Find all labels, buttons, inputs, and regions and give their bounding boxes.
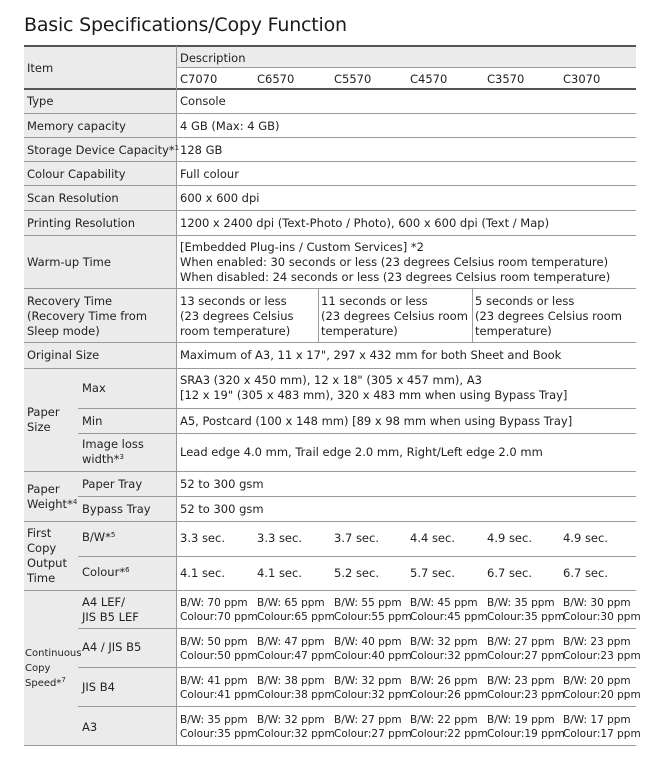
- row-value: 4 GB (Max: 4 GB): [180, 119, 280, 133]
- time-value: 6.7 sec.: [487, 566, 532, 580]
- time-value: 4.9 sec.: [563, 531, 608, 545]
- time-value: 4.1 sec.: [180, 566, 225, 580]
- row-rule: [24, 210, 636, 211]
- footnote-mark: 5: [110, 531, 116, 539]
- image-loss-label: width*: [82, 452, 120, 466]
- footnote-mark: 6: [125, 566, 130, 574]
- row-value: SRA3 (320 x 450 mm), 12 x 18" (305 x 457 mm), A3: [180, 373, 482, 387]
- sub-label: JIS B4: [82, 680, 115, 694]
- speed-colour-value: Colour:35 ppm: [180, 728, 258, 740]
- speed-bw-value: B/W: 23 ppm: [563, 636, 631, 648]
- row-label: Recovery Time: [27, 294, 113, 308]
- speed-bw-value: B/W: 70 ppm: [180, 597, 248, 609]
- speed-colour-value: Colour:47 ppm: [257, 650, 335, 662]
- row-value: 52 to 300 gsm: [180, 477, 264, 491]
- row-rule: [24, 590, 636, 591]
- speed-bw-value: B/W: 27 ppm: [334, 714, 402, 726]
- sub-label: Max: [82, 381, 106, 395]
- row-rule: [24, 521, 636, 522]
- warmup-line: When enabled: 30 seconds or less (23 degrees Celsius room temperature): [180, 255, 609, 269]
- time-value: 5.7 sec.: [410, 566, 455, 580]
- speed-colour-value: Colour:70 ppm: [180, 611, 258, 623]
- speed-colour-value: Colour:50 ppm: [180, 650, 258, 662]
- time-value: 5.2 sec.: [334, 566, 379, 580]
- row-rule: [24, 368, 636, 369]
- speed-colour-value: Colour:22 ppm: [410, 728, 488, 740]
- row-label: [27, 143, 179, 158]
- speed-bw-value: B/W: 32 ppm: [410, 636, 478, 648]
- speed-colour-value: Colour:41 ppm: [180, 689, 258, 701]
- speed-colour-value: Colour:23 ppm: [487, 689, 565, 701]
- header-bottom-rule: [24, 88, 636, 90]
- sub-label: JIS B5 LEF: [82, 610, 139, 624]
- speed-bw-value: B/W: 40 ppm: [334, 636, 402, 648]
- footnote-mark: 4: [72, 498, 78, 506]
- speed-label: Speed*: [25, 678, 62, 689]
- header-inner-rule: [176, 67, 636, 68]
- speed-colour-value: Colour:32 ppm: [410, 650, 488, 662]
- sub-label: [82, 530, 115, 545]
- speed-colour-value: Colour:30 ppm: [563, 611, 641, 623]
- row-label: Sleep mode): [27, 324, 100, 338]
- header-description: Description: [180, 51, 246, 65]
- row-value: Console: [180, 94, 226, 108]
- header-model: C7070: [180, 72, 218, 86]
- row-label: (Recovery Time from: [27, 309, 148, 323]
- sub-label: [82, 452, 124, 467]
- footnote-mark: 1: [174, 144, 180, 152]
- row-rule: [24, 113, 636, 114]
- row-rule: [78, 667, 636, 668]
- sub-label: [82, 565, 130, 580]
- warmup-line: When disabled: 24 seconds or less (23 degrees Celsius room temperature): [180, 270, 611, 284]
- speed-colour-value: Colour:55 ppm: [334, 611, 412, 623]
- recovery-value: temperature): [475, 324, 552, 338]
- recovery-value: room temperature): [180, 324, 291, 338]
- row-rule: [78, 496, 636, 497]
- recovery-value: (23 degrees Celsius room: [475, 309, 622, 323]
- speed-colour-value: Colour:27 ppm: [487, 650, 565, 662]
- row-rule: [24, 235, 636, 236]
- footnote-mark: 3: [119, 453, 124, 461]
- speed-bw-value: B/W: 19 ppm: [487, 714, 555, 726]
- recovery-value: 5 seconds or less: [475, 294, 575, 308]
- page-title: Basic Specifications/Copy Function: [24, 14, 347, 36]
- speed-colour-value: Colour:27 ppm: [334, 728, 412, 740]
- row-value: Maximum of A3, 11 x 17", 297 x 432 mm for both Sheet and Book: [180, 348, 562, 362]
- speed-colour-value: Colour:19 ppm: [487, 728, 565, 740]
- time-value: 4.1 sec.: [257, 566, 302, 580]
- header-model: C6570: [257, 72, 295, 86]
- speed-colour-value: Colour:65 ppm: [257, 611, 335, 623]
- table-top-rule: [24, 45, 636, 47]
- row-label: Type: [27, 94, 54, 108]
- bw-label: B/W*: [82, 530, 111, 544]
- sub-label: A4 / JIS B5: [82, 640, 142, 654]
- speed-bw-value: B/W: 35 ppm: [487, 597, 555, 609]
- row-rule: [24, 161, 636, 162]
- sub-label: Min: [82, 414, 103, 428]
- storage-label: Storage Device Capacity*: [27, 143, 175, 157]
- speed-bw-value: B/W: 23 ppm: [487, 675, 555, 687]
- recovery-divider: [472, 289, 473, 342]
- header-item: Item: [27, 61, 54, 75]
- recovery-value: temperature): [321, 324, 398, 338]
- speed-bw-value: B/W: 45 ppm: [410, 597, 478, 609]
- header-model: C3570: [487, 72, 525, 86]
- row-rule: [24, 342, 636, 343]
- row-value: 600 x 600 dpi: [180, 191, 260, 205]
- row-value: 128 GB: [180, 143, 223, 157]
- row-rule: [24, 185, 636, 186]
- speed-colour-value: Colour:45 ppm: [410, 611, 488, 623]
- speed-colour-value: Colour:23 ppm: [563, 650, 641, 662]
- group-label: Output: [27, 556, 67, 570]
- sub-label: Image loss: [82, 437, 144, 451]
- row-rule: [24, 288, 636, 289]
- speed-colour-value: Colour:26 ppm: [410, 689, 488, 701]
- colour-label: Colour*: [82, 565, 126, 579]
- speed-colour-value: Colour:40 ppm: [334, 650, 412, 662]
- speed-bw-value: B/W: 30 ppm: [563, 597, 631, 609]
- row-rule: [78, 706, 636, 707]
- sub-label: Bypass Tray: [82, 502, 151, 516]
- group-label: Paper: [27, 482, 60, 496]
- speed-colour-value: Colour:32 ppm: [257, 728, 335, 740]
- speed-bw-value: B/W: 47 ppm: [257, 636, 325, 648]
- row-rule: [78, 556, 636, 557]
- speed-bw-value: B/W: 32 ppm: [334, 675, 402, 687]
- group-label: Paper: [27, 405, 60, 419]
- row-label: Printing Resolution: [27, 216, 135, 230]
- row-label: Original Size: [27, 348, 100, 362]
- row-rule: [24, 471, 636, 472]
- row-value: 1200 x 2400 dpi (Text-Photo / Photo), 600 x 600 dpi (Text / Map): [180, 216, 550, 230]
- group-label: [27, 497, 77, 512]
- time-value: 4.4 sec.: [410, 531, 455, 545]
- speed-bw-value: B/W: 65 ppm: [257, 597, 325, 609]
- speed-bw-value: B/W: 50 ppm: [180, 636, 248, 648]
- row-value: A5, Postcard (100 x 148 mm) [89 x 98 mm when using Bypass Tray]: [180, 414, 573, 428]
- row-value: [12 x 19" (305 x 483 mm), 320 x 483 mm when using Bypass Tray]: [180, 388, 568, 402]
- time-value: 3.7 sec.: [334, 531, 379, 545]
- time-value: 3.3 sec.: [180, 531, 225, 545]
- table-bottom-rule: [24, 745, 636, 746]
- group-label: Copy: [25, 663, 51, 674]
- group-label: First: [27, 526, 52, 540]
- speed-bw-value: B/W: 20 ppm: [563, 675, 631, 687]
- row-label: Scan Resolution: [27, 191, 119, 205]
- speed-colour-value: Colour:32 ppm: [334, 689, 412, 701]
- row-rule: [78, 408, 636, 409]
- row-value: Full colour: [180, 167, 239, 181]
- row-value: 52 to 300 gsm: [180, 502, 264, 516]
- recovery-value: 13 seconds or less: [180, 294, 287, 308]
- speed-bw-value: B/W: 17 ppm: [563, 714, 631, 726]
- header-model: C5570: [334, 72, 372, 86]
- warmup-line: [Embedded Plug-ins / Custom Services] *2: [180, 240, 424, 254]
- recovery-value: (23 degrees Celsius: [180, 309, 294, 323]
- header-model: C4570: [410, 72, 448, 86]
- sub-label: Paper Tray: [82, 477, 143, 491]
- speed-bw-value: B/W: 32 ppm: [257, 714, 325, 726]
- speed-bw-value: B/W: 26 ppm: [410, 675, 478, 687]
- recovery-value: 11 seconds or less: [321, 294, 428, 308]
- sub-label: A3: [82, 720, 98, 734]
- row-label: Memory capacity: [27, 119, 126, 133]
- speed-colour-value: Colour:35 ppm: [487, 611, 565, 623]
- sub-label: A4 LEF/: [82, 595, 126, 609]
- speed-bw-value: B/W: 35 ppm: [180, 714, 248, 726]
- group-label: Time: [27, 571, 56, 585]
- row-rule: [78, 628, 636, 629]
- group-label: [25, 676, 66, 691]
- speed-colour-value: Colour:17 ppm: [563, 728, 641, 740]
- group-label: Continuous: [25, 648, 82, 659]
- time-value: 6.7 sec.: [563, 566, 608, 580]
- header-model: C3070: [563, 72, 601, 86]
- group-label: Copy: [27, 541, 57, 555]
- speed-colour-value: Colour:38 ppm: [257, 689, 335, 701]
- speed-bw-value: B/W: 22 ppm: [410, 714, 478, 726]
- speed-bw-value: B/W: 38 ppm: [257, 675, 325, 687]
- group-label: Size: [27, 420, 51, 434]
- weight-label: Weight*: [27, 497, 73, 511]
- row-label: Colour Capability: [27, 167, 126, 181]
- row-rule: [78, 433, 636, 434]
- recovery-divider: [318, 289, 319, 342]
- footnote-mark: 7: [61, 676, 66, 684]
- speed-bw-value: B/W: 55 ppm: [334, 597, 402, 609]
- speed-colour-value: Colour:20 ppm: [563, 689, 641, 701]
- speed-bw-value: B/W: 41 ppm: [180, 675, 248, 687]
- time-value: 3.3 sec.: [257, 531, 302, 545]
- speed-bw-value: B/W: 27 ppm: [487, 636, 555, 648]
- time-value: 4.9 sec.: [487, 531, 532, 545]
- row-rule: [24, 137, 636, 138]
- row-value: Lead edge 4.0 mm, Trail edge 2.0 mm, Right/Left edge 2.0 mm: [180, 445, 543, 459]
- recovery-value: (23 degrees Celsius room: [321, 309, 468, 323]
- row-label: Warm-up Time: [27, 255, 111, 269]
